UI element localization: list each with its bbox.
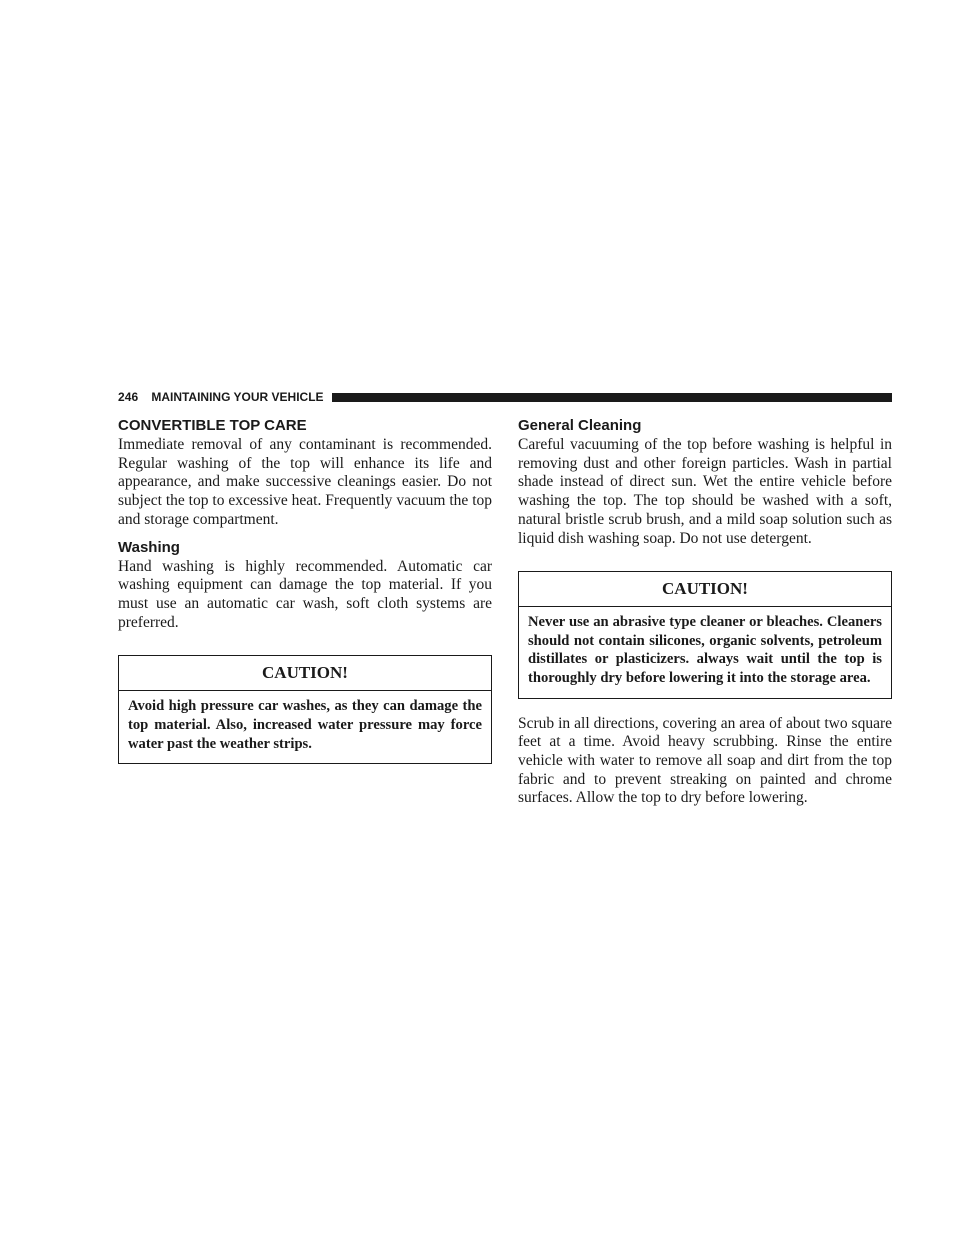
caution-title: CAUTION! xyxy=(119,656,491,691)
right-column xyxy=(518,416,892,808)
header-rule xyxy=(332,393,892,402)
caution-text: Never use an abrasive type cleaner or bleaches. Cleaners should not contain silicones, organic solvents, petroleum distillates or plasticizers. always wait until the top is thoroughly dry before lowering it into the storage area. xyxy=(528,614,882,686)
page-header xyxy=(118,389,892,405)
caution-title: CAUTION! xyxy=(519,572,891,607)
scrub-instructions-text: Scrub in all directions, covering an area of about two square feet at a time. Avoid heavy scrubbing. Rinse the entire vehicle with water to remove all soap and dirt from the top fabric and to prevent streaking on painted and chrome surfaces. Allow the top to dry before lowering. xyxy=(518,714,892,807)
general-cleaning-heading: General Cleaning xyxy=(518,417,642,434)
caution-text: Avoid high pressure car washes, as they can damage the top material. Also, increased water pressure may force water past the weather strips. xyxy=(128,698,482,752)
washing-heading: Washing xyxy=(118,538,180,556)
section-title: MAINTAINING YOUR VEHICLE xyxy=(151,390,324,404)
washing-text: Hand washing is highly recommended. Automatic car washing equipment can damage the top material. If you must use an automatic car wash, soft cloth systems are preferred. xyxy=(118,557,492,631)
left-column xyxy=(118,416,492,764)
caution-box-cleaners xyxy=(518,571,892,698)
convertible-top-care-heading: CONVERTIBLE TOP CARE xyxy=(118,417,307,434)
general-cleaning-text: Careful vacuuming of the top before washing is helpful in removing dust and other foreign particles. Wash in partial shade instead of direct sun. Wet the entire vehicle before washing the top. The top should be washed with a soft, natural bristle scrub brush, and a mild soap solution such as liquid dish washing soap. Do not use detergent. xyxy=(518,436,892,547)
convertible-top-care-text: Immediate removal of any contaminant is recommended. Regular washing of the top will enhance its life and appearance, and make successive cleanings easier. Do not subject the top to excessive heat. Frequently vacuum the top and storage compartment. xyxy=(118,436,492,528)
page-number: 246 xyxy=(118,390,139,404)
caution-box-washing xyxy=(118,655,492,764)
